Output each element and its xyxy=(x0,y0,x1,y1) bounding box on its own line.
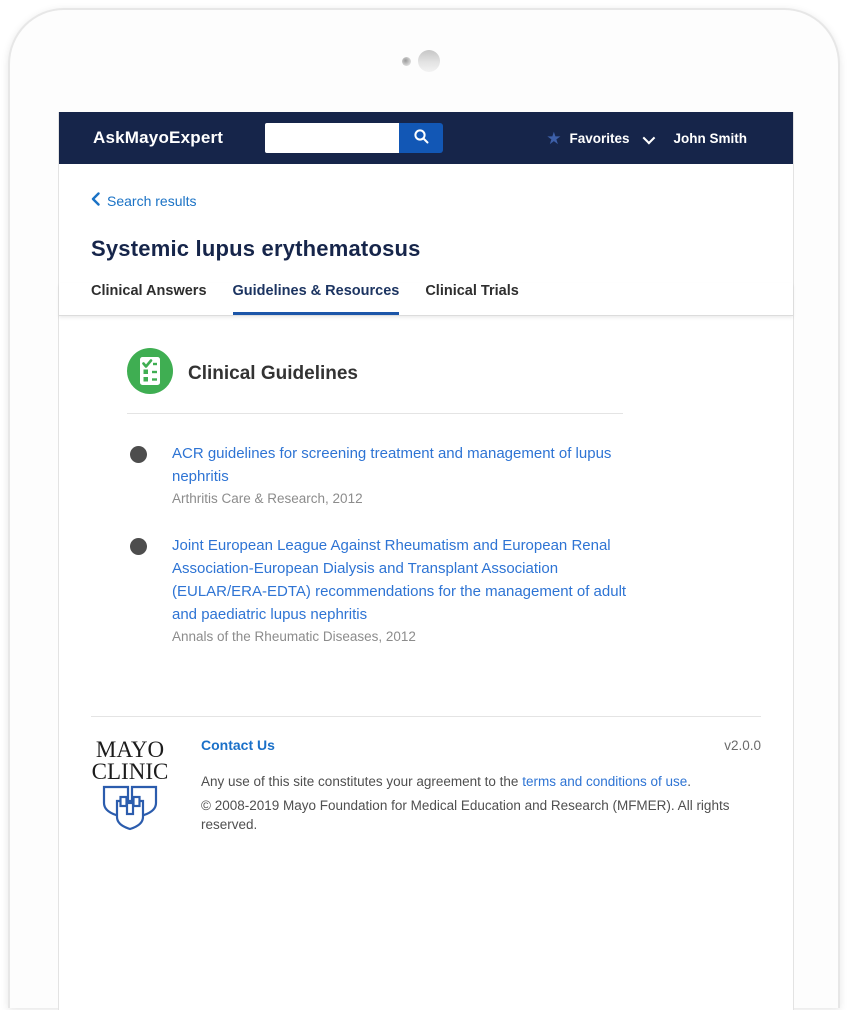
search-icon xyxy=(413,128,430,148)
tab-clinical-answers[interactable]: Clinical Answers xyxy=(91,283,207,299)
favorites-menu[interactable]: Favorites xyxy=(569,130,630,146)
camera-icon xyxy=(418,50,440,72)
guideline-source: Arthritis Care & Research, 2012 xyxy=(172,491,363,506)
bullet-icon xyxy=(130,446,147,463)
chevron-down-icon[interactable] xyxy=(642,132,655,145)
version-label: v2.0.0 xyxy=(724,738,761,753)
mayo-logo-line2: CLINIC xyxy=(91,759,169,784)
tab-guidelines-resources[interactable]: Guidelines & Resources xyxy=(233,283,400,315)
tablet-frame xyxy=(8,8,840,1008)
mayo-clinic-logo xyxy=(91,737,169,838)
search-input[interactable] xyxy=(265,123,399,153)
tab-bar xyxy=(59,283,793,316)
guideline-link-acr[interactable]: ACR guidelines for screening treatment and management of lupus nephritis xyxy=(172,445,612,485)
footer-text xyxy=(201,737,761,838)
tab-clinical-trials[interactable]: Clinical Trials xyxy=(425,283,519,299)
sensor-icon xyxy=(402,57,411,66)
guideline-source: Annals of the Rheumatic Diseases, 2012 xyxy=(172,629,416,644)
search-group xyxy=(265,123,443,153)
mayo-logo-line1: MAYO xyxy=(95,737,165,762)
header-right xyxy=(546,112,747,164)
clinical-guidelines-section xyxy=(127,348,761,644)
app-screen xyxy=(58,112,794,1010)
section-heading: Clinical Guidelines xyxy=(188,362,358,384)
bullet-icon xyxy=(130,538,147,555)
chevron-left-icon xyxy=(91,192,100,209)
section-header xyxy=(127,348,761,399)
agreement-text xyxy=(201,772,761,791)
copyright-text: © 2008-2019 Mayo Foundation for Medical Education and Research (MFMER). All rights reserved. xyxy=(201,798,730,832)
agreement-prefix: Any use of this site constitutes your agreement to the xyxy=(201,774,523,789)
app-header xyxy=(59,112,793,164)
list-item-body xyxy=(172,442,644,506)
back-to-search-link[interactable] xyxy=(91,192,196,209)
back-link-label: Search results xyxy=(107,192,197,209)
section-divider xyxy=(127,413,623,414)
contact-us-link[interactable]: Contact Us xyxy=(201,737,275,753)
list-item-body xyxy=(172,534,644,644)
guideline-link-eular[interactable]: Joint European League Against Rheumatism and European Renal Association-European Dialysis and Transplant Association (EULAR/ERA-EDTA) recommendations for the management of adult and paediatric lupus nephritis xyxy=(172,537,627,623)
search-button[interactable] xyxy=(399,123,443,153)
app-title[interactable]: AskMayoExpert xyxy=(93,128,224,147)
favorites-star-icon: ★ xyxy=(546,128,562,148)
agreement-suffix: . xyxy=(687,774,692,789)
user-menu[interactable]: John Smith xyxy=(673,130,747,146)
footer xyxy=(91,716,761,838)
page-title: Systemic lupus erythematosus xyxy=(91,236,421,261)
footer-divider xyxy=(91,716,761,717)
checklist-icon xyxy=(127,348,173,399)
list-item xyxy=(127,442,761,506)
terms-conditions-link[interactable]: terms and conditions of use xyxy=(522,774,688,789)
list-item xyxy=(127,534,761,644)
tablet-camera-row xyxy=(398,50,458,74)
